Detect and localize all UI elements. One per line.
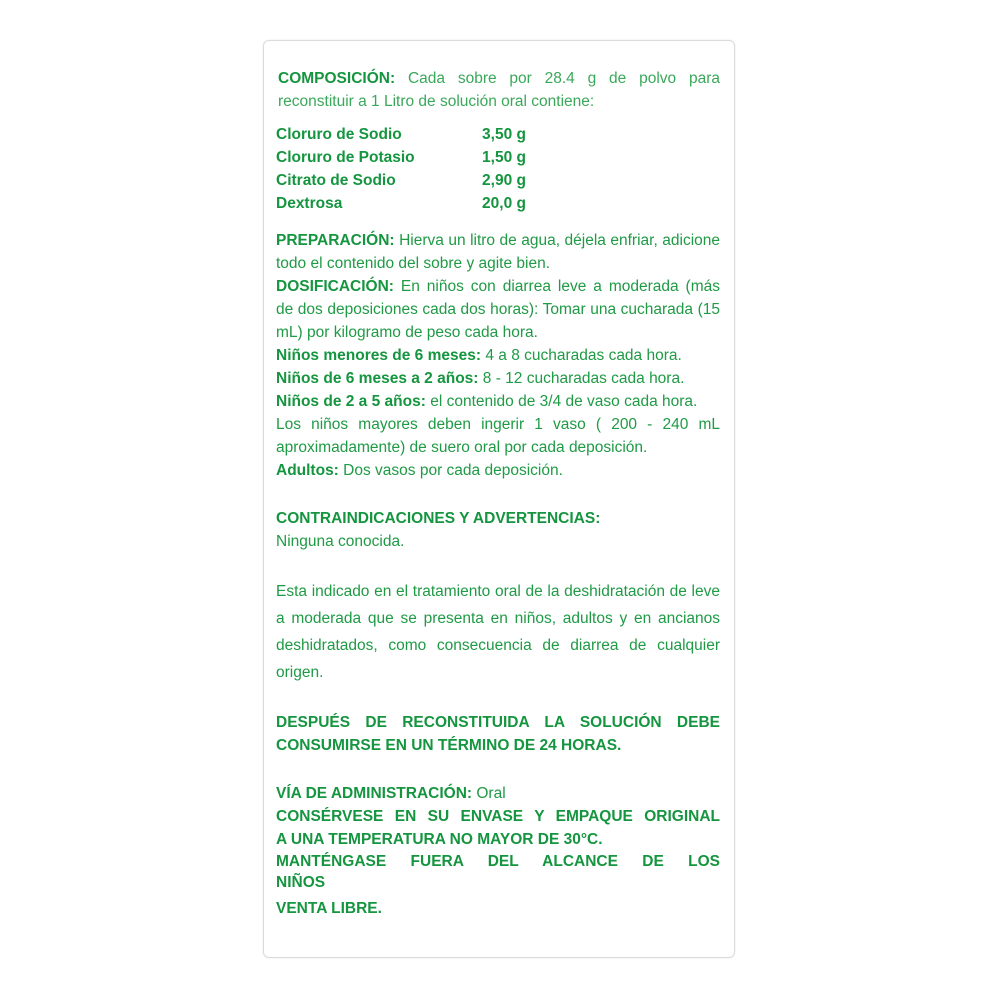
preparacion-label: PREPARACIÓN: xyxy=(276,232,395,249)
contraindicaciones-text: Ninguna conocida. xyxy=(276,533,405,550)
dosis-item-label: Niños de 2 a 5 años: xyxy=(276,393,426,410)
contraindicaciones-heading: CONTRAINDICACIONES Y ADVERTENCIAS: xyxy=(276,510,601,527)
ingredient-value: 2,90 g xyxy=(482,172,526,189)
adultos-text: Dos vasos por cada deposición. xyxy=(343,462,563,479)
ingredient-value: 1,50 g xyxy=(482,149,526,166)
composicion-label: COMPOSICIÓN: xyxy=(278,70,396,87)
composicion-text-line2: reconstituir a 1 Litro de solución oral contiene: xyxy=(278,93,595,110)
venta-libre: VENTA LIBRE. xyxy=(276,900,382,917)
label-content xyxy=(276,67,720,920)
dosis-item xyxy=(276,367,720,390)
dosis-item-text: el contenido de 3/4 de vaso cada hora. xyxy=(430,393,698,410)
mantengase-line1: MANTÉNGASE FUERA DEL ALCANCE DE LOS xyxy=(276,853,720,870)
via-value: Oral xyxy=(476,785,506,802)
ingredient-value: 3,50 g xyxy=(482,126,526,143)
preparacion-paragraph xyxy=(276,229,720,275)
ingredient-row xyxy=(276,146,526,169)
ingredient-name: Citrato de Sodio xyxy=(276,172,396,189)
composicion-line2 xyxy=(278,90,720,113)
aviso-line2: CONSUMIRSE EN UN TÉRMINO DE 24 HORAS. xyxy=(276,737,622,754)
dosis-item-text: 4 a 8 cucharadas cada hora. xyxy=(485,347,682,364)
adultos-line xyxy=(276,459,720,482)
aviso-line1: DESPUÉS DE RECONSTITUIDA LA SOLUCIÓN DEBE xyxy=(276,714,720,731)
conservese-line2: A UNA TEMPERATURA NO MAYOR DE 30°C. xyxy=(276,831,603,848)
ninos-mayores-text: Los niños mayores deben ingerir 1 vaso ( 200 - 240 mL aproximadamente) de suero oral por cada deposición. xyxy=(276,416,720,456)
via-line xyxy=(276,782,720,805)
ingredient-name: Dextrosa xyxy=(276,195,343,212)
dosificacion-text: En niños con diarrea leve a moderada (más de dos deposiciones cada dos horas): Tomar una cucharada (15 mL) por kilogramo de peso cada hora. xyxy=(276,278,720,341)
composicion-text-line1: Cada sobre por 28.4 g de polvo para xyxy=(407,70,721,87)
ingredient-row xyxy=(276,169,526,192)
mantengase-line2: NIÑOS xyxy=(276,874,326,891)
via-label: VÍA DE ADMINISTRACIÓN: xyxy=(276,785,473,802)
dosis-item-label: Niños de 6 meses a 2 años: xyxy=(276,370,479,387)
preparacion-text: Hierva un litro de agua, déjela enfriar, adicione todo el contenido del sobre y agite bien. xyxy=(276,232,720,272)
adultos-label: Adultos: xyxy=(276,462,339,479)
dosis-item-label: Niños menores de 6 meses: xyxy=(276,347,482,364)
dosificacion-label: DOSIFICACIÓN: xyxy=(276,278,394,295)
label-card xyxy=(263,40,735,958)
ingredient-row xyxy=(276,192,526,215)
conservese-line1: CONSÉRVESE EN SU ENVASE Y EMPAQUE ORIGINAL xyxy=(276,808,720,825)
ingredient-value: 20,0 g xyxy=(482,195,526,212)
dosis-item xyxy=(276,390,720,413)
dosis-item-text: 8 - 12 cucharadas cada hora. xyxy=(482,370,685,387)
ingredient-name: Cloruro de Potasio xyxy=(276,149,415,166)
ingredient-name: Cloruro de Sodio xyxy=(276,126,402,143)
ingredients-table xyxy=(276,123,526,215)
composicion-line1 xyxy=(278,67,720,90)
indicacion-paragraph: Esta indicado en el tratamiento oral de la deshidratación de leve a moderada que se presenta en niños, adultos y en ancianos deshidratados, como consecuencia de diarrea de cualquier origen. xyxy=(276,583,720,681)
dosis-item xyxy=(276,344,720,367)
dosificacion-paragraph xyxy=(276,275,720,344)
ingredient-row xyxy=(276,123,526,146)
